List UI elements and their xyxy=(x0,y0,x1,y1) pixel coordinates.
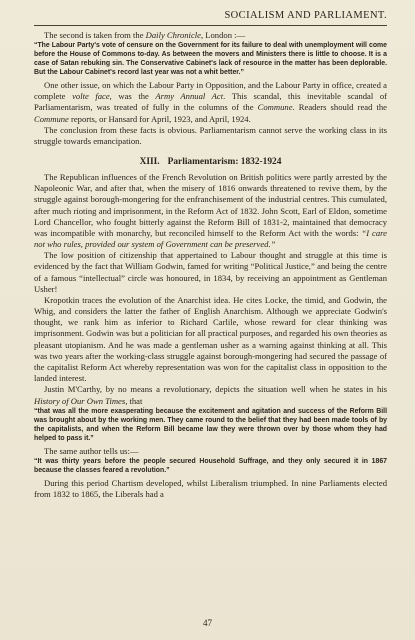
text: The Republican influences of the French Revolution on British politics were partly arrested by the Napoleonic War, and after that, when the misery of 1816 onwards threatened to revive them, by the struggle against borough-mongering for the enfranchisement of the industrial centres. This cumulated, after much rioting and imprisonment, in the Reform Act of 1832. John Scott, Earl of Eldon, sometime Lord Chancellor, who fought bitterly against the Reform Bill of 1831-2, maintained that democracy was incompatible with monarchy, but reconciled himself to the Reform Act with the words: xyxy=(34,172,387,238)
italic-term: Army Annual Act xyxy=(155,91,224,102)
paragraph-kropotkin: Kropotkin traces the evolution of the Anarchist idea. He cites Locke, the timid, and Godwin, the Whig, and considers the latter the father of English Anarchism. Although we appreciate Godwin's thought, we rank him as inferior to Richard Carlile, whose reward for clear thinking was imprisonment. Godwin was but a politician for all practical purposes, and regarded his own theories as pleasant utopianism. And he was made a gentleman usher as a warning against thinking at all. This was two years after the working-class struggle against borough-mongering had secured the passage of the capitalist Reform Act whereby representation was won for the capitalist class in opposition to the landed interest. xyxy=(34,294,387,384)
text: , London :— xyxy=(200,30,246,40)
section-number: XIII. xyxy=(139,157,160,168)
running-head: SOCIALISM AND PARLIAMENT. xyxy=(224,10,387,21)
text: , that xyxy=(125,395,143,406)
block-quote-daily-chronicle: “The Labour Party's vote of censure on the Government for its failure to deal with unemployment will come before the House of Commons to-day. As between the movers and Ministers there is little to choose. It is a case of Satan rebuking sin. The Conservative Cabinet's lack of resource in the matter has been deplorable. But the Labour Cabinet's record last year was not a whit better.” xyxy=(34,42,387,77)
section-title: Parliamentarism: 1832-1924 xyxy=(167,157,282,168)
text: Justin M'Carthy, by no means a revolutionary, depicts the situation well when he states in his xyxy=(44,384,387,395)
italic-term: Commune xyxy=(34,113,69,124)
paragraph-chartism: During this period Chartism developed, whilst Liberalism triumphed. In nine Parliaments elected from 1832 to 1865, the Liberals had a xyxy=(34,477,387,499)
section-heading xyxy=(34,157,387,167)
block-quote-reform-bill: “that was all the more exasperating because the excitement and agitation and success of the Reform Bill was brought about by the working men. They came round to the belief that they had been made tools of by the capitalists, and when the Reform Bill became law they were thrown over by those whom they had helped to pass it.” xyxy=(34,407,387,442)
paragraph-conclusion: The conclusion from these facts is obvious. Parliamentarism cannot serve the working class in its struggle towards emancipation. xyxy=(34,124,387,146)
text: reports, or Hansard for April, 1923, and April, 1924. xyxy=(68,113,251,124)
paragraph-republican-influences xyxy=(34,172,387,250)
italic-quote: “I care not who rules, provided our system of Government can be preserved.” xyxy=(34,227,387,250)
italic-term: Commune xyxy=(257,102,293,113)
paragraph-mccarthy xyxy=(34,384,387,406)
text: . Readers should read the xyxy=(292,102,387,113)
paragraph-intro xyxy=(34,30,387,41)
italic-source: Daily Chronicle xyxy=(145,30,201,40)
header-rule xyxy=(34,25,387,26)
text: The second is taken from the xyxy=(44,30,146,40)
paragraph-godwin-usher: The low position of citizenship that appertained to Labour thought and struggle at this time is evidenced by the fact that William Godwin, famed for writing “Political Justice,” and being the centre of a famous “intellectual” circle was honoured, in 1834, by receiving an appointment as Gentleman Usher! xyxy=(34,250,387,294)
italic-term: volte face xyxy=(72,91,110,102)
text: . This scandal, this inevitable scandal of Parliamentarism, was treated of fully in the columns of the xyxy=(34,91,387,113)
italic-book-title: History of Our Own Times xyxy=(34,395,126,406)
page-number: 47 xyxy=(203,618,212,628)
paragraph-same-author: The same author tells us:— xyxy=(44,445,139,456)
block-quote-household-suffrage: “It was thirty years before the people secured Household Suffrage, and they only secured it in 1867 because the classes feared a revolution.” xyxy=(34,457,387,474)
text: One other issue, on which the Labour Party in Opposition, and the Labour Party in office, created a complete xyxy=(34,80,387,102)
paragraph-army-act xyxy=(34,80,387,125)
text: , was the xyxy=(109,91,156,102)
